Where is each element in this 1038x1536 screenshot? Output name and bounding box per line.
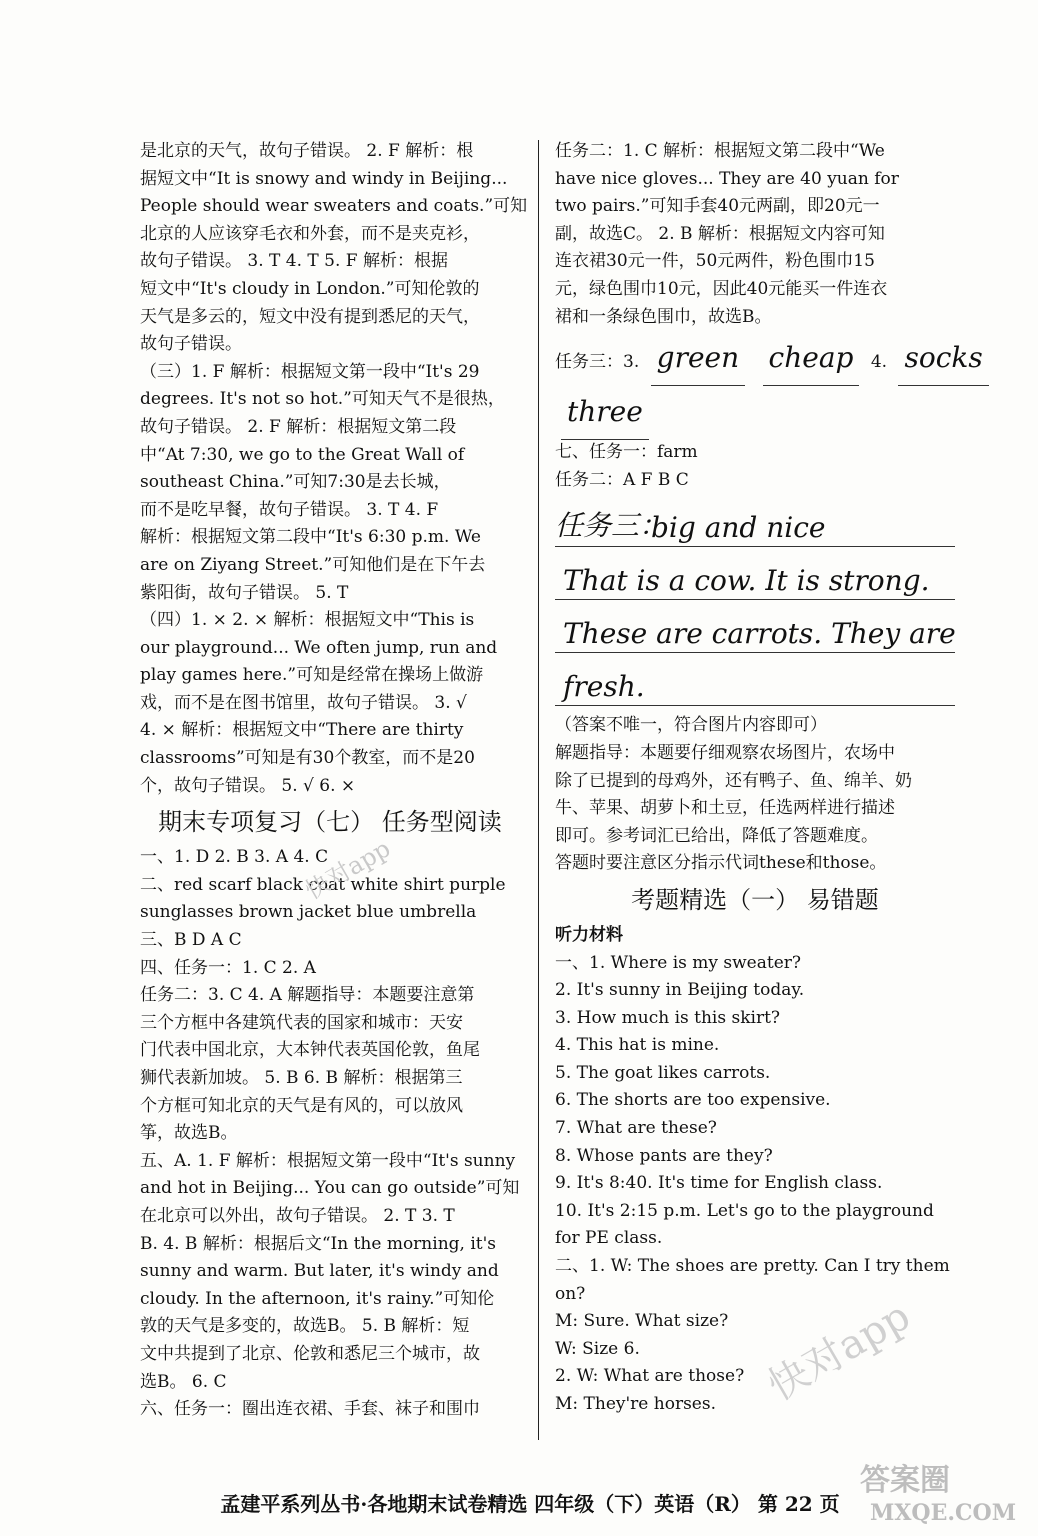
text-line: 筝，故选B。 [140, 1123, 238, 1144]
section-heading-exam-1: 考题精选（一） 易错题 [631, 885, 879, 914]
handwriting-line-3 [555, 600, 955, 653]
text-line: 门代表中国北京，大本钟代表英国伦敦，鱼尾 [140, 1040, 480, 1061]
text-line: B. 4. B 解析：根据后文“In the morning, it's [140, 1233, 496, 1254]
text-line: 7. What are these? [555, 1118, 717, 1139]
task3-row [555, 331, 983, 385]
text-line: 二、1. W: The shoes are pretty. Can I try them [555, 1256, 950, 1277]
text-line: 副，故选C。 2. B 解析：根据短文内容可知 [555, 223, 885, 244]
right-column [555, 138, 983, 1419]
section-7-block [555, 439, 955, 494]
text-line: （四）1. × 2. × 解析：根据短文中“This is [140, 610, 475, 631]
section-heading-review-7: 期末专项复习（七） 任务型阅读 [158, 808, 502, 837]
text-line: 解题指导：本题要仔细观察农场图片，农场中 [555, 742, 895, 763]
text-line: 中“At 7:30, we go to the Great Wall of [140, 444, 465, 465]
text-line: People should wear sweaters and coats.”可知 [140, 196, 528, 217]
text-line: 连衣裙30元一件，50元两件，粉色围巾15 [555, 251, 875, 272]
watermark-2: 快对app [760, 1292, 918, 1411]
text-line: （答案不唯一，符合图片内容即可） [555, 715, 827, 736]
task4-row-2 [555, 385, 955, 439]
right-answer-block-1 [555, 138, 955, 331]
task3b-label: 任务三： [555, 509, 668, 543]
handwriting-line-4 [555, 653, 955, 706]
text-line: 戏，而不是在图书馆里，故句子错误。 3. √ [140, 692, 467, 713]
right-answer-block-2 [555, 712, 955, 878]
text-line: 一、1. D 2. B 3. A 4. C [140, 847, 329, 868]
text-line: sunglasses brown jacket blue umbrella [140, 902, 477, 923]
text-line: 元，绿色围巾10元，因此40元能买一件连衣 [555, 278, 888, 299]
text-line: 2. W: What are those? [555, 1366, 745, 1387]
page-footer: 孟建平系列丛书·各地期末试卷精选 四年级（下）英语（R） 第 22 页 [220, 1492, 840, 1516]
left-column [140, 138, 528, 1424]
watermark-4: MXQE.COM [870, 1500, 1017, 1526]
text-line: 文中共提到了北京、伦敦和悉尼三个城市，故 [140, 1343, 480, 1364]
task4-answer-socks: socks [898, 331, 988, 386]
text-line: 四、任务一：1. C 2. A [140, 957, 316, 978]
text-line: 故句子错误。 3. T 4. T 5. F 解析：根据 [140, 251, 448, 272]
text-line: have nice gloves... They are 40 yuan for [555, 168, 899, 189]
text-line: 裙和一条绿色围巾，故选B。 [555, 306, 772, 327]
text-line: 狮代表新加坡。 5. B 6. B 解析：根据第三 [140, 1068, 463, 1088]
text-line: M: They're horses. [555, 1394, 716, 1414]
text-line: 故句子错误。 [140, 334, 242, 355]
text-line: 紫阳街，故句子错误。 5. T [140, 582, 349, 603]
text-line: 任务二：A F B C [555, 469, 689, 490]
text-line: 5. The goat likes carrots. [555, 1062, 771, 1083]
handwriting-text-1: big and nice [651, 511, 826, 545]
text-line: two pairs.”可知手套40元两副，即20元一 [555, 196, 880, 217]
text-line: 三、B D A C [140, 930, 242, 951]
text-line: 而不是吃早餐，故句子错误。 3. T 4. F [140, 499, 439, 520]
handwriting-line-1 [555, 494, 955, 547]
watermark-3: 答案圈 [860, 1463, 950, 1498]
text-line: 六、任务一：圈出连衣裙、手套、袜子和围巾 [140, 1399, 480, 1420]
handwriting-text-3: These are carrots. They are [563, 617, 956, 651]
text-line: 五、A. 1. F 解析：根据短文第一段中“It's sunny [140, 1150, 516, 1171]
task4-label: 4. [870, 352, 888, 373]
text-line: 故句子错误。 2. F 解析：根据短文第二段 [140, 416, 457, 437]
text-line: 4. This hat is mine. [555, 1035, 720, 1056]
text-line: 个，故句子错误。 5. √ 6. × [140, 775, 356, 796]
text-line: 二、red scarf black coat white shirt purple [140, 874, 506, 895]
task3-answer-green: green [651, 331, 745, 386]
text-line: 选B。 6. C [140, 1371, 227, 1392]
text-line: 除了已提到的母鸡外，还有鸭子、鱼、绵羊、奶 [555, 770, 912, 791]
text-line: 北京的人应该穿毛衣和外套，而不是夹克衫， [140, 223, 480, 244]
task4-answer-three: three [561, 385, 649, 440]
handwriting-line-2 [555, 547, 955, 600]
listening-title: 听力材料 [555, 924, 623, 945]
text-line: are on Ziyang Street.”可知他们是在下午去 [140, 554, 486, 575]
text-line: 是北京的天气，故句子错误。 2. F 解析：根 [140, 141, 474, 161]
column-divider [538, 140, 539, 1440]
text-line: 任务二：3. C 4. A 解题指导：本题要注意第 [140, 985, 475, 1006]
text-line: 在北京可以外出，故句子错误。 2. T 3. T [140, 1205, 455, 1226]
text-line: M: Sure. What size? [555, 1311, 729, 1332]
text-line: 敦的天气是多变的，故选B。 5. B 解析：短 [140, 1316, 470, 1337]
text-line: 牛、苹果、胡萝卜和土豆，任选两样进行描述 [555, 798, 895, 819]
text-line: 6. The shorts are too expensive. [555, 1090, 831, 1111]
text-line: degrees. It's not so hot.”可知天气不是很热， [140, 389, 505, 410]
text-line: 4. × 解析：根据短文中“There are thirty [140, 720, 464, 741]
task3-answer-cheap: cheap [763, 331, 860, 386]
text-line: 三个方框中各建筑代表的国家和城市：天安 [140, 1012, 463, 1033]
text-line: 即可。参考词汇已给出，降低了答题难度。 [555, 825, 878, 846]
text-line: 解析：根据短文第二段中“It's 6:30 p.m. We [140, 527, 481, 548]
text-line: for PE class. [555, 1228, 663, 1249]
text-line: and hot in Beijing... You can go outside”可知 [140, 1178, 520, 1199]
text-line: classrooms”可知是有30个教室，而不是20 [140, 748, 475, 769]
text-line: sunny and warm. But later, it's windy and [140, 1261, 499, 1282]
text-line: on? [555, 1283, 586, 1304]
left-answer-block-1 [140, 138, 528, 800]
text-line: our playground... We often jump, run and [140, 637, 498, 658]
text-line: 个方框可知北京的天气是有风的，可以放风 [140, 1095, 463, 1116]
text-line: （三）1. F 解析：根据短文第一段中“It's 29 [140, 361, 480, 382]
task3-label: 任务三：3. [555, 352, 640, 373]
text-line: 10. It's 2:15 p.m. Let's go to the playground [555, 1200, 934, 1221]
text-line: 一、1. Where is my sweater? [555, 952, 801, 973]
text-line: 8. Whose pants are they? [555, 1145, 773, 1166]
handwriting-text-2: That is a cow. It is strong. [563, 564, 930, 598]
text-line: 七、任务一：farm [555, 442, 698, 463]
text-line: cloudy. In the afternoon, it's rainy.”可知伦 [140, 1288, 495, 1309]
text-line: 据短文中“It is snowy and windy in Beijing... [140, 168, 508, 189]
text-line: W: Size 6. [555, 1338, 640, 1359]
text-line: 9. It's 8:40. It's time for English class. [555, 1173, 883, 1194]
text-line: play games here.”可知是经常在操场上做游 [140, 665, 484, 686]
text-line: 任务二：1. C 解析：根据短文第二段中“We [555, 141, 885, 161]
text-line: 答题时要注意区分指示代词these和those。 [555, 853, 887, 874]
text-line: 短文中“It's cloudy in London.”可知伦敦的 [140, 278, 480, 299]
text-line: 天气是多云的，短文中没有提到悉尼的天气， [140, 306, 480, 327]
watermark-1: 快对app [300, 834, 396, 906]
text-line: southeast China.”可知7:30是去长城， [140, 472, 451, 493]
text-line: 3. How much is this skirt? [555, 1007, 781, 1028]
left-answer-block-2 [140, 844, 520, 1423]
handwriting-text-4: fresh. [563, 670, 645, 704]
text-line: 2. It's sunny in Beijing today. [555, 980, 805, 1001]
